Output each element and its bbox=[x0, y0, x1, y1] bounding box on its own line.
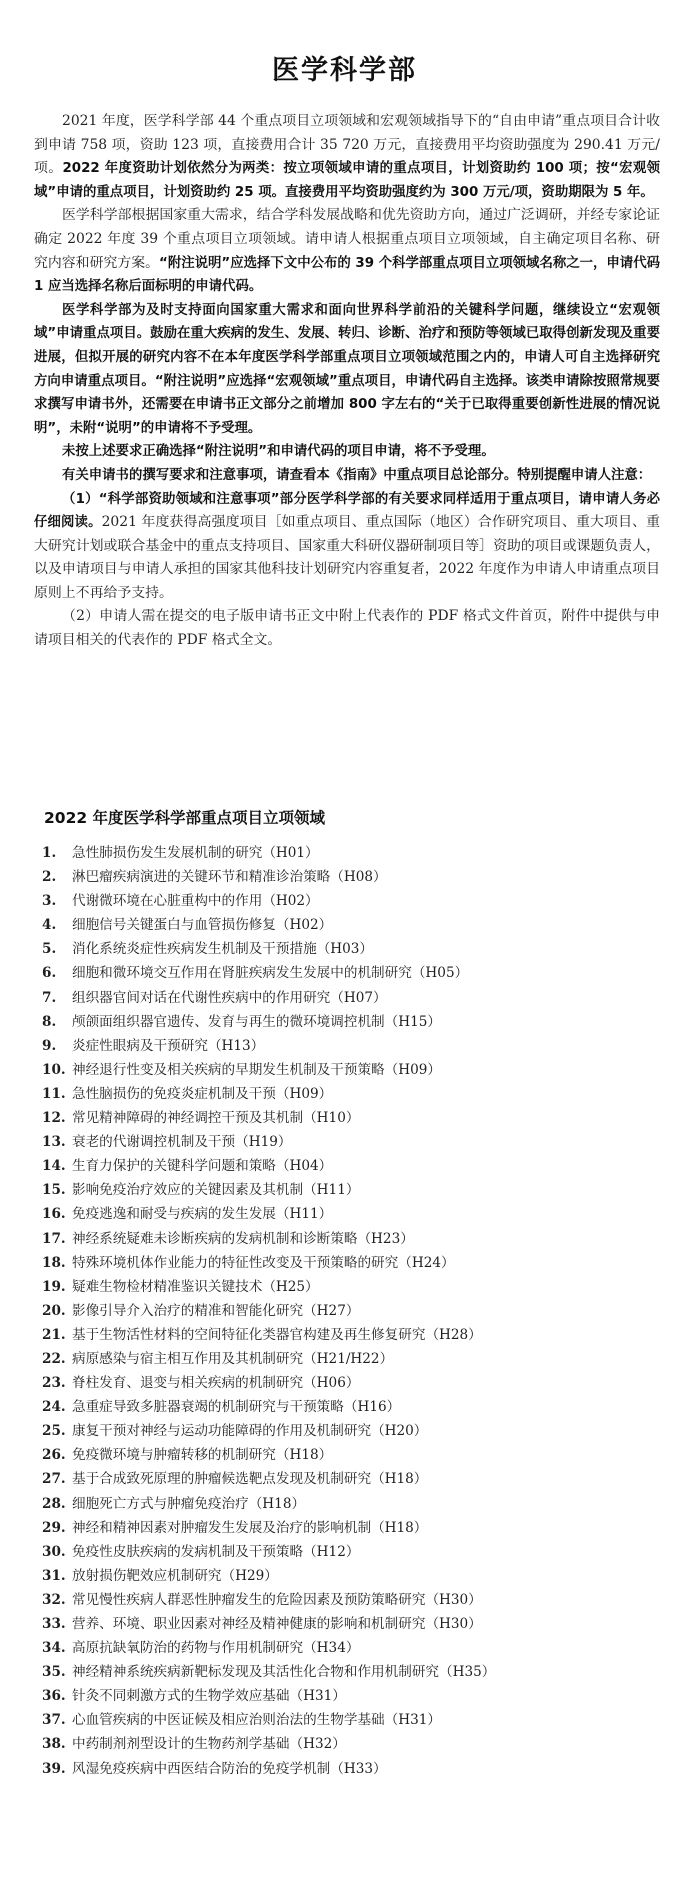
item-number: 9. bbox=[42, 1037, 57, 1054]
field-name: 急性肺损伤发生发展机制的研究 bbox=[72, 845, 263, 861]
field-name: 生育力保护的关键科学问题和策略 bbox=[72, 1158, 276, 1175]
application-code: （H33） bbox=[330, 1760, 387, 1777]
application-code: （H35） bbox=[439, 1664, 496, 1681]
item-number: 27. bbox=[42, 1471, 66, 1488]
application-code: （H30） bbox=[425, 1616, 482, 1632]
item-number: 23. bbox=[42, 1375, 66, 1392]
item-number: 28. bbox=[42, 1495, 66, 1512]
application-code: （H16） bbox=[343, 1399, 401, 1416]
field-list-item bbox=[42, 1660, 672, 1684]
field-name: 影响免疫治疗效应的关键因素及其机制 bbox=[72, 1182, 304, 1199]
field-list-item bbox=[42, 1010, 672, 1034]
field-name: 心血管疾病的中医证候及相应治则治法的生物学基础 bbox=[72, 1712, 385, 1729]
paragraph-text: 医学科学部根据国家重大需求，结合学科发展战略和优先资助方向，通过广泛调研，并经专家论证确定 2022 年度 39 个重点项目立项领域。请申请人根据重点项目立项领域，自主确定项目名称、研究内容和研究方案。 bbox=[34, 207, 660, 271]
emphasis-text: 2022 年度资助计划依然分为两类：按立项领域申请的重点项目，计划资助约 100 项；按“宏观领域”申请的重点项目，计划资助约 25 项。直接费用平均资助强度约为 300 万元/项，资助期限为 5 年。 bbox=[34, 161, 660, 200]
field-list-item bbox=[42, 1275, 672, 1299]
field-name: 常见慢性疾病人群恶性肿瘤发生的危险因素及预防策略研究 bbox=[72, 1591, 426, 1608]
field-name: 基于生物活性材料的空间特征化类器官构建及再生修复研究 bbox=[72, 1326, 426, 1343]
field-list-item bbox=[42, 1130, 672, 1154]
application-code: （H07） bbox=[330, 989, 387, 1006]
field-list-item bbox=[42, 1684, 672, 1708]
application-code: （H11） bbox=[303, 1182, 360, 1199]
application-code: （H24） bbox=[398, 1254, 455, 1271]
field-name: 风湿免疫疾病中西医结合防治的免疫学机制 bbox=[72, 1760, 331, 1777]
application-code: （H29） bbox=[221, 1567, 278, 1584]
application-code: （H31） bbox=[384, 1712, 441, 1729]
item-number: 20. bbox=[42, 1302, 66, 1319]
field-list-item bbox=[42, 1227, 672, 1251]
field-name: 急重症导致多脏器衰竭的机制研究与干预策略 bbox=[72, 1399, 344, 1416]
item-number: 11. bbox=[42, 1085, 66, 1102]
field-name: 细胞信号关键蛋白与血管损伤修复 bbox=[72, 917, 276, 934]
intro-section bbox=[34, 110, 660, 653]
application-code: （H15） bbox=[384, 1013, 441, 1030]
field-name: 代谢微环境在心脏重构中的作用 bbox=[72, 893, 263, 910]
field-list-item bbox=[42, 1492, 672, 1516]
field-list-item bbox=[42, 1732, 672, 1756]
field-name: 淋巴瘤疾病演进的关键环节和精准诊治策略 bbox=[72, 869, 331, 886]
item-number: 25. bbox=[42, 1423, 66, 1440]
field-list-item bbox=[42, 1540, 672, 1564]
field-list-item bbox=[42, 865, 672, 889]
field-list-item bbox=[42, 986, 672, 1010]
field-name: 衰老的代谢调控机制及干预 bbox=[72, 1134, 236, 1151]
application-code: （H13） bbox=[207, 1037, 265, 1054]
field-name: 康复干预对神经与运动功能障碍的作用及机制研究 bbox=[72, 1423, 372, 1440]
application-code: （H11） bbox=[275, 1206, 333, 1223]
field-name: 神经精神系统疾病新靶标发现及其活性化合物和作用机制研究 bbox=[72, 1664, 440, 1681]
field-name: 颅颌面组织器官遗传、发育与再生的微环境调控机制 bbox=[72, 1013, 385, 1030]
field-list bbox=[42, 841, 672, 1781]
item-number: 14. bbox=[42, 1158, 66, 1175]
application-code: （H18） bbox=[371, 1519, 428, 1536]
application-code: （H02） bbox=[275, 917, 333, 934]
item-number: 19. bbox=[42, 1278, 66, 1295]
application-code: （H23） bbox=[357, 1230, 414, 1247]
item-number: 6. bbox=[42, 965, 57, 982]
paragraph bbox=[34, 464, 660, 488]
application-code: （H19） bbox=[235, 1134, 292, 1151]
field-name: 常见精神障碍的神经调控干预及其机制 bbox=[72, 1110, 304, 1127]
field-name: 中药制剂剂型设计的生物药剂学基础 bbox=[72, 1736, 290, 1753]
application-code: （H18） bbox=[371, 1471, 428, 1488]
field-list-item bbox=[42, 1612, 672, 1636]
item-number: 2. bbox=[42, 869, 57, 886]
field-name: 神经和精神因素对肿瘤发生发展及治疗的影响机制 bbox=[72, 1519, 372, 1536]
application-code: （H18） bbox=[275, 1447, 333, 1464]
application-code: （H04） bbox=[275, 1158, 333, 1175]
field-list-item bbox=[42, 1323, 672, 1347]
field-name: 特殊环境机体作业能力的特征性改变及干预策略的研究 bbox=[72, 1254, 399, 1271]
emphasis-text: 有关申请书的撰写要求和注意事项，请查看本《指南》中重点项目总论部分。特别提醒申请人注意： bbox=[62, 467, 652, 483]
item-number: 38. bbox=[42, 1736, 66, 1753]
field-list-item bbox=[42, 1395, 672, 1419]
field-list-item bbox=[42, 889, 672, 913]
field-name: 影像引导介入治疗的精准和智能化研究 bbox=[72, 1302, 304, 1319]
field-name: 神经系统疑难未诊断疾病的发病机制和诊断策略 bbox=[72, 1230, 358, 1247]
application-code: （H31） bbox=[289, 1688, 346, 1705]
application-code: （H30） bbox=[425, 1591, 482, 1608]
application-code: （H32） bbox=[289, 1736, 346, 1753]
application-code: （H09） bbox=[275, 1085, 333, 1102]
application-code: （H08） bbox=[330, 869, 387, 886]
field-list-item bbox=[42, 1082, 672, 1106]
item-number: 12. bbox=[42, 1110, 66, 1127]
application-code: （H12） bbox=[303, 1543, 360, 1560]
item-number: 13. bbox=[42, 1134, 66, 1151]
field-name: 免疫逃逸和耐受与疾病的发生发展 bbox=[72, 1206, 276, 1223]
field-name: 消化系统炎症性疾病发生机制及干预措施 bbox=[72, 941, 317, 958]
item-number: 30. bbox=[42, 1543, 66, 1560]
item-number: 5. bbox=[42, 941, 57, 958]
item-number: 26. bbox=[42, 1447, 66, 1464]
application-code: （H10） bbox=[303, 1110, 360, 1127]
item-number: 8. bbox=[42, 1013, 57, 1030]
item-number: 32. bbox=[42, 1591, 66, 1608]
item-number: 4. bbox=[42, 917, 57, 934]
item-number: 34. bbox=[42, 1640, 66, 1657]
field-name: 针灸不同刺激方式的生物学效应基础 bbox=[72, 1688, 290, 1705]
paragraph-text: 2021 年度，医学科学部 44 个重点项目立项领域和宏观领域指导下的“自由申请”重点项目合计收到申请 758 项，资助 123 项，直接费用合计 35 720 万元，直接费用平均资助强度为 290.41 万元/项。 bbox=[34, 113, 660, 177]
field-list-item bbox=[42, 1178, 672, 1202]
item-number: 1. bbox=[42, 845, 57, 861]
item-number: 24. bbox=[42, 1399, 66, 1416]
field-name: 脊柱发育、退变与相关疾病的机制研究 bbox=[72, 1375, 304, 1392]
application-code: （H03） bbox=[316, 941, 374, 958]
item-number: 35. bbox=[42, 1664, 66, 1681]
item-number: 31. bbox=[42, 1567, 66, 1584]
application-code: （H18） bbox=[248, 1495, 306, 1512]
item-number: 21. bbox=[42, 1326, 66, 1343]
field-list-item bbox=[42, 961, 672, 985]
field-list-item bbox=[42, 937, 672, 961]
field-name: 免疫性皮肤疾病的发病机制及干预策略 bbox=[72, 1543, 304, 1560]
item-number: 16. bbox=[42, 1206, 66, 1223]
field-name: 高原抗缺氧防治的药物与作用机制研究 bbox=[72, 1640, 304, 1657]
application-code: （H09） bbox=[384, 1061, 441, 1078]
field-list-item bbox=[42, 1588, 672, 1612]
field-list-item bbox=[42, 841, 672, 865]
field-list-item bbox=[42, 1371, 672, 1395]
paragraph-text: （2）申请人需在提交的电子版申请书正文中附上代表作的 PDF 格式文件首页，附件中提供与申请项目相关的代表作的 PDF 格式全文。 bbox=[34, 608, 660, 649]
paragraph bbox=[34, 204, 660, 298]
field-name: 组织器官间对话在代谢性疾病中的作用研究 bbox=[72, 989, 331, 1006]
field-list-item bbox=[42, 1467, 672, 1491]
field-list-item bbox=[42, 1299, 672, 1323]
item-number: 3. bbox=[42, 893, 57, 910]
page-title: 医学科学部 bbox=[272, 55, 417, 86]
paragraph-text: 2021 年度获得高强度项目［如重点项目、重点国际（地区）合作研究项目、重大项目、重大研究计划或联合基金中的重点支持项目、国家重大科研仪器研制项目等］资助的项目或课题负责人，以及申请项目与申请人承担的国家其他科技计划研究内容重复者，2022 年度作为申请人申请重点项目原则上不再给予支持。 bbox=[34, 514, 660, 601]
field-list-item bbox=[42, 1058, 672, 1082]
item-number: 7. bbox=[42, 989, 57, 1006]
field-list-item bbox=[42, 1202, 672, 1226]
field-list-item bbox=[42, 1106, 672, 1130]
field-list-item bbox=[42, 1564, 672, 1588]
field-list-item bbox=[42, 1708, 672, 1732]
field-name: 免疫微环境与肿瘤转移的机制研究 bbox=[72, 1447, 276, 1464]
field-list-item bbox=[42, 1516, 672, 1540]
item-number: 15. bbox=[42, 1182, 66, 1199]
field-name: 营养、环境、职业因素对神经及精神健康的影响和机制研究 bbox=[72, 1616, 426, 1632]
field-name: 疑难生物检材精准鉴识关键技术 bbox=[72, 1278, 263, 1295]
section-heading: 2022 年度医学科学部重点项目立项领域 bbox=[44, 809, 326, 827]
item-number: 37. bbox=[42, 1712, 66, 1729]
application-code: （H20） bbox=[371, 1423, 428, 1440]
emphasis-text: （1）“科学部资助领域和注意事项”部分医学科学部的有关要求同样适用于重点项目，请申请人务必仔细阅读。 bbox=[34, 491, 660, 531]
field-name: 放射损伤靶效应机制研究 bbox=[72, 1567, 222, 1584]
application-code: （H28） bbox=[425, 1326, 482, 1343]
field-name: 神经退行性变及相关疾病的早期发生机制及干预策略 bbox=[72, 1061, 385, 1078]
field-list-item bbox=[42, 913, 672, 937]
field-list-item bbox=[42, 1419, 672, 1443]
paragraph bbox=[34, 110, 660, 204]
item-number: 10. bbox=[42, 1061, 66, 1078]
application-code: （H06） bbox=[303, 1375, 360, 1392]
field-name: 炎症性眼病及干预研究 bbox=[72, 1037, 208, 1054]
item-number: 33. bbox=[42, 1616, 66, 1632]
item-number: 22. bbox=[42, 1350, 66, 1367]
paragraph bbox=[34, 299, 660, 441]
field-name: 细胞死亡方式与肿瘤免疫治疗 bbox=[72, 1495, 249, 1512]
item-number: 39. bbox=[42, 1760, 66, 1777]
field-name: 细胞和微环境交互作用在肾脏疾病发生发展中的机制研究 bbox=[72, 965, 412, 982]
paragraph bbox=[34, 440, 660, 464]
field-name: 基于合成致死原理的肿瘤候选靶点发现及机制研究 bbox=[72, 1471, 372, 1488]
item-number: 17. bbox=[42, 1230, 66, 1247]
application-code: （H27） bbox=[303, 1302, 360, 1319]
emphasis-text: 医学科学部为及时支持面向国家重大需求和面向世界科学前沿的关键科学问题，继续设立“宏观领域”申请重点项目。鼓励在重大疾病的发生、发展、转归、诊断、治疗和预防等领域已取得创新发现及重要进展，但拟开展的研究内容不在本年度医学科学部重点项目立项领域范围之内的，申请人可自主选择研究方向申请重点项目。“附注说明”应选择“宏观领域”重点项目，申请代码自主选择。该类申请除按照常规要求撰写申请书外，还需要在申请书正文部分之前增加 800 字左右的“关于已取得重要创新性进展的情况说明”，未附“说明”的申请将不予受理。 bbox=[34, 302, 660, 436]
item-number: 29. bbox=[42, 1519, 66, 1536]
field-name: 病原感染与宿主相互作用及其机制研究 bbox=[72, 1350, 304, 1367]
emphasis-text: “附注说明”应选择下文中公布的 39 个科学部重点项目立项领域名称之一，申请代码 1 应当选择名称后面标明的申请代码。 bbox=[34, 255, 660, 295]
field-list-item bbox=[42, 1154, 672, 1178]
field-list-item bbox=[42, 1636, 672, 1660]
application-code: （H21/H22） bbox=[303, 1350, 394, 1367]
paragraph bbox=[34, 488, 660, 606]
emphasis-text: 未按上述要求正确选择“附注说明”和申请代码的项目申请，将不予受理。 bbox=[62, 444, 495, 460]
field-list-item bbox=[42, 1443, 672, 1467]
item-number: 18. bbox=[42, 1254, 66, 1271]
field-list-item bbox=[42, 1034, 672, 1058]
application-code: （H34） bbox=[303, 1640, 360, 1657]
paragraph bbox=[34, 605, 660, 652]
field-list-item bbox=[42, 1251, 672, 1275]
application-code: （H25） bbox=[262, 1278, 319, 1295]
field-list-item bbox=[42, 1757, 672, 1781]
item-number: 36. bbox=[42, 1688, 66, 1705]
field-list-item bbox=[42, 1347, 672, 1371]
application-code: （H02） bbox=[262, 893, 319, 910]
field-name: 急性脑损伤的免疫炎症机制及干预 bbox=[72, 1085, 276, 1102]
application-code: （H05） bbox=[411, 965, 469, 982]
application-code: （H01） bbox=[262, 845, 319, 861]
